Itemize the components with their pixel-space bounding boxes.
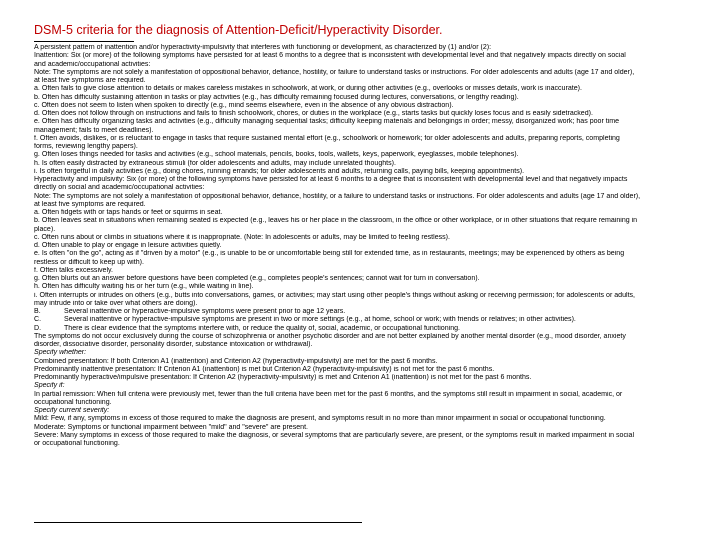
text-line: disorder, dissociative disorder, personality disorder, substance intoxication or withdrawal). bbox=[34, 341, 313, 348]
text-line: e. Is often "on the go", acting as if "driven by a motor" (e.g., is unable to be or uncomfortable being still for extended time, as in restaurants, meetings; may be experienced by others as being bbox=[34, 250, 625, 258]
text-line: b. Often has difficulty sustaining attention in tasks or play activities (e.g., has difficulty remaining focused during lectures, conversations, or lengthy reading). bbox=[34, 93, 519, 101]
text-line: at least five symptoms are required. bbox=[34, 77, 146, 84]
criterion-b bbox=[34, 308, 702, 316]
document-title: DSM-5 criteria for the diagnosis of Attention-Deficit/Hyperactivity Disorder. bbox=[34, 23, 443, 37]
text-line: Inattention: Six (or more) of the following symptoms have persisted for at least 6 months to a degree that is inconsistent with developmental level and that negatively impacts directly on social bbox=[34, 52, 626, 60]
text-line: Moderate: Symptoms or functional impairment between "mild" and "severe" are present. bbox=[34, 423, 308, 431]
criterion-text: Several inattentive or hyperactive-impulsive symptoms are present in two or more settings (e.g., at home, school or work; with friends or relatives; in other activities). bbox=[64, 316, 576, 324]
text-line: h. Is often easily distracted by extraneous stimuli (for older adolescents and adults, may include unrelated thoughts). bbox=[34, 159, 396, 167]
criteria-body bbox=[34, 44, 702, 448]
specify-heading: Specify current severity: bbox=[34, 407, 110, 414]
text-line: i. Often interrupts or intrudes on others (e.g., butts into conversations, games, or activities; may start using other people's things without asking or receiving permission; for adolescents or adults, bbox=[34, 291, 636, 299]
text-line: Severe: Many symptoms in excess of those required to make the diagnosis, or several symptoms that are particularly severe, are present, or the symptoms result in marked impairment in social bbox=[34, 431, 635, 439]
specify-heading: Specify whether: bbox=[34, 349, 87, 357]
text-line: A persistent pattern of inattention and/or hyperactivity-impulsivity that interferes with functioning or development, as characterized by (1) and/or (2): bbox=[34, 44, 492, 51]
text-line: c. Often does not seem to listen when spoken to directly (e.g., mind seems elsewhere, even in the absence of any obvious distraction). bbox=[34, 101, 454, 109]
text-line: f. Often avoids, dislikes, or is reluctant to engage in tasks that require sustained mental effort (e.g., schoolwork or homework; for older adolescents and adults, preparing reports, completing bbox=[34, 134, 620, 142]
text-line: g. Often loses things needed for tasks and activities (e.g., school materials, pencils, books, tools, wallets, keys, paperwork, eyeglasses, mobile telephones). bbox=[34, 151, 519, 159]
text-line: Note: The symptoms are not solely a manifestation of oppositional behavior, defiance, hostility, or failure to understand tasks or instructions. For older adolescents and adults (age 17 and older), bbox=[34, 68, 635, 76]
criterion-c bbox=[34, 316, 702, 324]
criterion-d bbox=[34, 325, 702, 333]
text-line: c. Often runs about or climbs in situations where it is inappropriate. (Note: In adolescents or adults, may be limited to feeling restless). bbox=[34, 233, 450, 241]
text-line: and academic/occupational activities: bbox=[34, 60, 151, 68]
text-line: Predominantly inattentive presentation: If Criterion A1 (inattention) is met but Criterion A2 (hyperactivity-impulsivity) is not met for the past 6 months. bbox=[34, 365, 495, 373]
criterion-number: B. bbox=[34, 308, 41, 315]
text-line: directly on social and academic/occupational activities: bbox=[34, 184, 205, 192]
text-line: b. Often leaves seat in situations when remaining seated is expected (e.g., leaves his or her place in the classroom, in the office or other workplace, or in other situations that require remaining in bbox=[34, 217, 638, 225]
text-line: Hyperactivity and impulsivity: Six (or more) of the following symptoms have persisted for at least 6 months to a degree that is inconsistent with developmental level and that negatively impacts bbox=[34, 176, 628, 183]
text-line: The symptoms do not occur exclusively during the course of schizophrenia or another psychotic disorder and are not better explained by another mental disorder (e.g., mood disorder, anxiety bbox=[34, 332, 626, 340]
text-line: Note: The symptoms are not solely a manifestation of oppositional behavior, defiance, hostility, or a failure to understand tasks or instructions. For older adolescents and adults (age 17 and older), bbox=[34, 192, 641, 200]
text-line: may intrude into or take over what others are doing). bbox=[34, 299, 198, 307]
criterion-text: Several inattentive or hyperactive-impulsive symptoms were present prior to age 12 years. bbox=[64, 308, 346, 315]
footer-divider bbox=[34, 522, 362, 523]
text-line: forms, reviewing lengthy papers). bbox=[34, 143, 138, 150]
text-line: In partial remission: When full criteria were previously met, fewer than the full criteria have been met for the past 6 months, and the symptoms still result in impairment in social, academic, or bbox=[34, 390, 623, 398]
text-line: Predominantly hyperactive/impulsive presentation: If Criterion A2 (hyperactivity-impulsivity) is met and Criterion A1 (inattention) is not met for the past 6 months. bbox=[34, 374, 532, 381]
text-line: a. Often fidgets with or taps hands or feet or squirms in seat. bbox=[34, 209, 223, 216]
text-line: h. Often has difficulty waiting his or her turn (e.g., while waiting in line). bbox=[34, 283, 254, 291]
text-line: place). bbox=[34, 225, 56, 233]
criterion-number: D. bbox=[34, 324, 42, 332]
criterion-text: There is clear evidence that the symptoms interfere with, or reduce the quality of, social, academic, or occupational functioning. bbox=[64, 324, 461, 332]
text-line: a. Often fails to give close attention to details or makes careless mistakes in schoolwork, at work, or during other activities (e.g., overlooks or misses details, work is inaccurate). bbox=[34, 85, 582, 93]
text-line: occupational functioning. bbox=[34, 398, 112, 406]
text-line: d. Often does not follow through on instructions and fails to finish schoolwork, chores, or duties in the workplace (e.g., starts tasks but quickly loses focus and is easily sidetracked). bbox=[34, 110, 593, 117]
text-line: Combined presentation: If both Criterion A1 (inattention) and Criterion A2 (hyperactivity-impulsivity) are met for the past 6 months. bbox=[34, 357, 438, 365]
text-line: d. Often unable to play or engage in leisure activities quietly. bbox=[34, 242, 222, 249]
text-line: f. Often talks excessively. bbox=[34, 266, 113, 274]
text-line: management; fails to meet deadlines). bbox=[34, 126, 154, 134]
text-line: e. Often has difficulty organizing tasks and activities (e.g., difficulty managing sequential tasks; difficulty keeping materials and belongings in order; messy, disorganized work; has poor time bbox=[34, 118, 620, 126]
text-line: Mild: Few, if any, symptoms in excess of those required to make the diagnosis are present, and symptoms result in no more than minor impairment in social or occupational functioning. bbox=[34, 415, 606, 423]
text-line: g. Often blurts out an answer before questions have been completed (e.g., completes people's sentences; cannot wait for turn in conversation). bbox=[34, 275, 480, 282]
text-line: or occupational functioning. bbox=[34, 440, 120, 447]
title-divider bbox=[34, 41, 134, 42]
specify-heading: Specify if: bbox=[34, 382, 65, 390]
text-line: i. Is often forgetful in daily activities (e.g., doing chores, running errands; for older adolescents and adults, returning calls, paying bills, keeping appointments). bbox=[34, 167, 525, 175]
text-line: at least five symptoms are required. bbox=[34, 200, 146, 208]
text-line: restless or difficult to keep up with). bbox=[34, 258, 144, 266]
criterion-number: C. bbox=[34, 316, 42, 324]
